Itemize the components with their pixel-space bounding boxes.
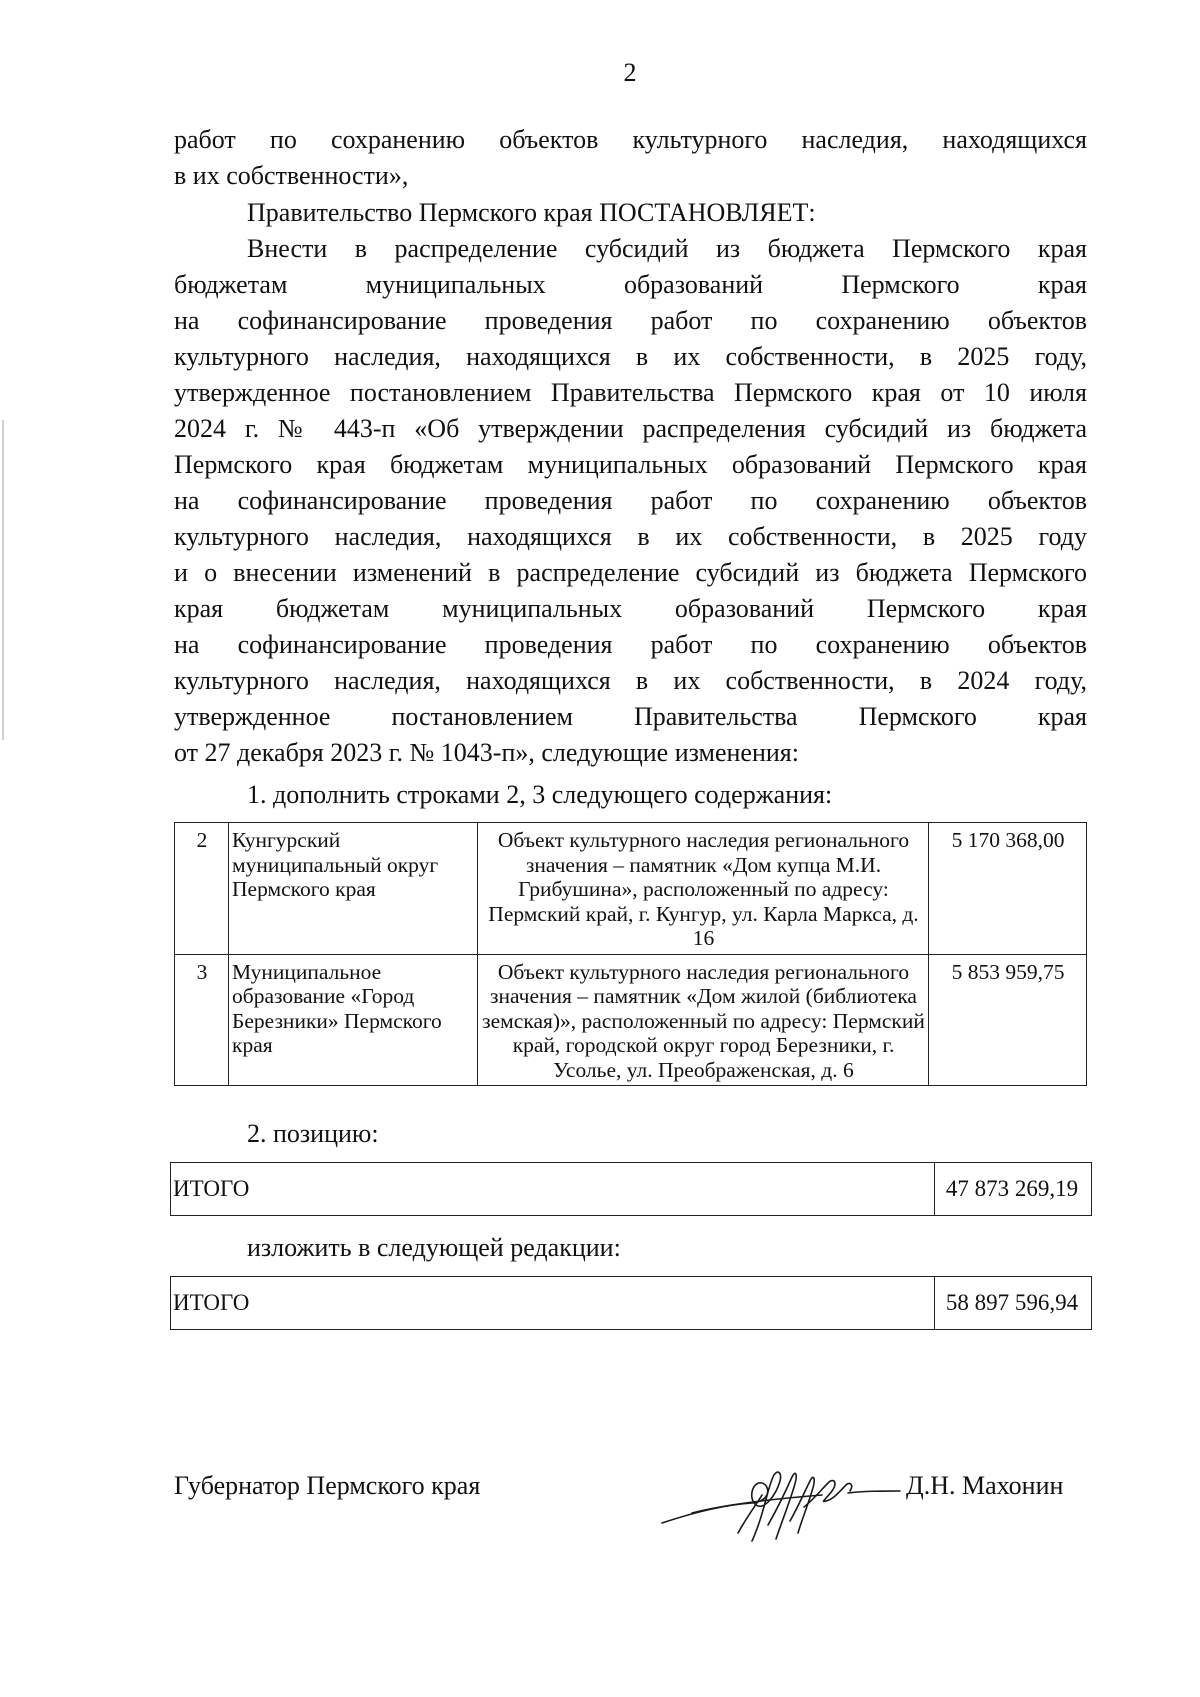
text-line: утвержденное постановлением Правительства Пермского края	[174, 702, 1087, 731]
amendment-item-2: 2. позицию:	[247, 1119, 379, 1148]
text-line: культурного наследия, находящихся в их собственности, в 2025 году,	[174, 342, 1087, 371]
total-value: 47 873 269,19	[935, 1163, 1092, 1216]
signature-image	[652, 1455, 902, 1550]
text-line: культурного наследия, находящихся в их собственности, в 2024 году,	[174, 666, 1087, 695]
amount-cell: 5 170 368,00	[929, 823, 1087, 955]
signatory-name: Д.Н. Махонин	[906, 1471, 1064, 1500]
amendment-item-1: 1. дополнить строками 2, 3 следующего содержания:	[247, 780, 833, 809]
heritage-object-cell: Объект культурного наследия регионального значения – памятник «Дом купца М.И. Грибушина», расположенный по адресу: Пермский край, г. Кунгур, ул. Карла Маркса, д. 16	[478, 823, 929, 955]
intro-paragraph	[174, 122, 1087, 194]
text-line: культурного наследия, находящихся в их собственности, в 2025 году	[174, 522, 1087, 551]
text-line: края бюджетам муниципальных образований Пермского края	[174, 594, 1087, 623]
redaction-line: изложить в следующей редакции:	[247, 1233, 621, 1262]
text-line: в их собственности»,	[174, 161, 409, 190]
table-row	[171, 1163, 1092, 1216]
text-line: 2024 г. № 443-п «Об утверждении распределения субсидий из бюджета	[174, 414, 1087, 443]
row-number-cell: 2	[175, 823, 229, 955]
table-row	[175, 954, 1087, 1086]
signatory-title: Губернатор Пермского края	[174, 1471, 481, 1500]
total-new-table	[170, 1276, 1092, 1330]
text-line: от 27 декабря 2023 г. № 1043-п», следующие изменения:	[174, 738, 799, 767]
text-line: работ по сохранению объектов культурного наследия, находящихся	[174, 125, 1087, 154]
table-row	[171, 1277, 1092, 1330]
text-line: Пермского края бюджетам муниципальных образований Пермского края	[174, 450, 1087, 479]
row-number-cell: 3	[175, 954, 229, 1086]
text-line: на софинансирование проведения работ по сохранению объектов	[174, 630, 1087, 659]
text-line: на софинансирование проведения работ по сохранению объектов	[174, 306, 1087, 335]
total-label: ИТОГО	[171, 1277, 935, 1330]
scan-edge-line	[2, 420, 4, 740]
municipality-cell: Кунгурский муниципальный округ Пермского края	[229, 823, 478, 955]
amount-cell: 5 853 959,75	[929, 954, 1087, 1086]
decree-line: Правительство Пермского края ПОСТАНОВЛЯЕТ:	[247, 198, 816, 227]
text-line: бюджетам муниципальных образований Пермского края	[174, 270, 1087, 299]
total-value: 58 897 596,94	[935, 1277, 1092, 1330]
text-line: Внести в распределение субсидий из бюджета Пермского края	[247, 234, 1087, 263]
heritage-object-cell: Объект культурного наследия регионального значения – памятник «Дом жилой (библиотека земская)», расположенный по адресу: Пермский край, городской округ город Березники, г. Усолье, ул. Преображенская, д. 6	[478, 954, 929, 1086]
amendment-table	[174, 822, 1087, 1086]
municipality-cell: Муниципальное образование «Город Березники» Пермского края	[229, 954, 478, 1086]
total-old-table	[170, 1162, 1092, 1216]
text-line: на софинансирование проведения работ по сохранению объектов	[174, 486, 1087, 515]
page-number: 2	[623, 58, 637, 87]
table-row	[175, 823, 1087, 955]
text-line: утвержденное постановлением Правительства Пермского края от 10 июля	[174, 378, 1087, 407]
main-paragraph	[174, 231, 1087, 771]
total-label: ИТОГО	[171, 1163, 935, 1216]
text-line: и о внесении изменений в распределение субсидий из бюджета Пермского	[174, 558, 1087, 587]
